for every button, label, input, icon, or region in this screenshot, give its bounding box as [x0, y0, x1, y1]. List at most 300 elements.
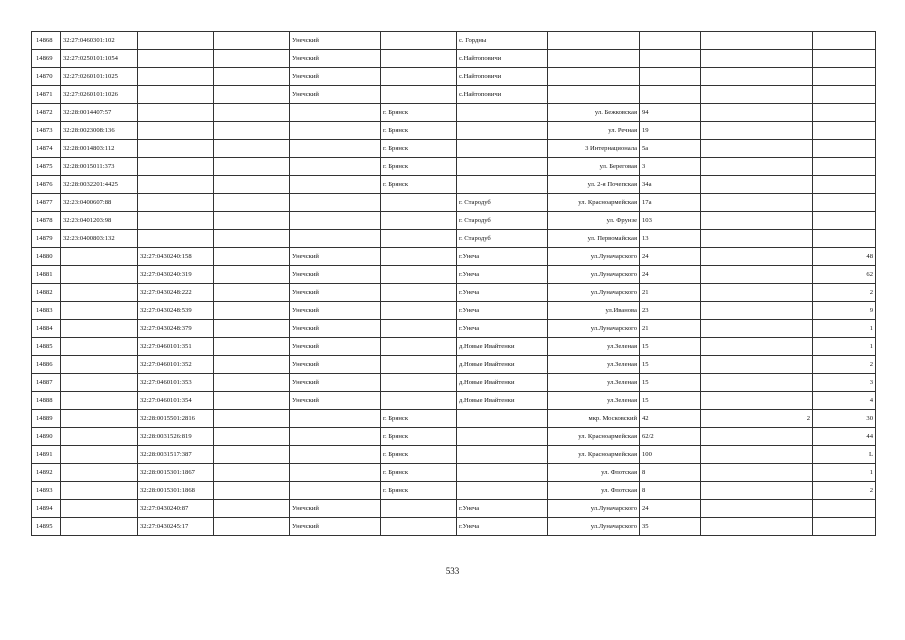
cell-cadastral-number-2: [138, 50, 214, 68]
cell-building: [701, 338, 813, 356]
cell-apartment: 30: [813, 410, 876, 428]
cell-cadastral-number: 32:28:0015011:373: [61, 158, 138, 176]
cell-building: [701, 320, 813, 338]
cell-district: Унечский: [290, 248, 381, 266]
cell-record-number: 14870: [32, 68, 61, 86]
table-row: [32, 86, 876, 104]
table-row: [32, 68, 876, 86]
cell-settlement: [457, 122, 548, 140]
cell-city: [381, 50, 457, 68]
cell-blank-cell: [214, 482, 290, 500]
cell-cadastral-number-2: [138, 194, 214, 212]
cell-cadastral-number: [61, 248, 138, 266]
cell-street: ул. Речная: [548, 122, 640, 140]
cell-cadastral-number: [61, 464, 138, 482]
cell-settlement: [457, 446, 548, 464]
cell-building: [701, 122, 813, 140]
cell-building: [701, 446, 813, 464]
cell-house-number: [640, 32, 701, 50]
cell-city: [381, 518, 457, 536]
cell-building: [701, 32, 813, 50]
cell-record-number: 14895: [32, 518, 61, 536]
cell-building: [701, 50, 813, 68]
cell-cadastral-number: 32:27:0260101:1025: [61, 68, 138, 86]
cell-record-number: 14869: [32, 50, 61, 68]
cell-city: [381, 266, 457, 284]
cell-building: [701, 194, 813, 212]
cell-settlement: д.Новые Ивайтенки: [457, 338, 548, 356]
cell-cadastral-number: [61, 266, 138, 284]
cell-street: ул.Зеленая: [548, 338, 640, 356]
cell-building: [701, 68, 813, 86]
table-row: [32, 428, 876, 446]
cell-apartment: [813, 140, 876, 158]
cell-settlement: [457, 482, 548, 500]
cell-city: [381, 302, 457, 320]
cell-record-number: 14882: [32, 284, 61, 302]
cell-cadastral-number-2: [138, 86, 214, 104]
cell-blank-cell: [214, 230, 290, 248]
cell-apartment: [813, 230, 876, 248]
cell-apartment: [813, 68, 876, 86]
cell-cadastral-number: [61, 284, 138, 302]
cell-street: ул.Луначарского: [548, 266, 640, 284]
cell-district: [290, 176, 381, 194]
cell-blank-cell: [214, 500, 290, 518]
cell-blank-cell: [214, 302, 290, 320]
table-row: [32, 176, 876, 194]
cell-cadastral-number-2: [138, 212, 214, 230]
cell-district: Унечский: [290, 374, 381, 392]
cell-building: [701, 158, 813, 176]
table-row: [32, 446, 876, 464]
cell-street: ул.Иванова: [548, 302, 640, 320]
cell-city: [381, 356, 457, 374]
cell-blank-cell: [214, 194, 290, 212]
cell-house-number: 15: [640, 356, 701, 374]
cell-building: [701, 374, 813, 392]
cell-district: [290, 464, 381, 482]
table-row: [32, 140, 876, 158]
cell-record-number: 14872: [32, 104, 61, 122]
cell-record-number: 14893: [32, 482, 61, 500]
table-row: [32, 230, 876, 248]
cell-apartment: [813, 500, 876, 518]
cell-cadastral-number-2: [138, 158, 214, 176]
cell-record-number: 14877: [32, 194, 61, 212]
table-row: [32, 158, 876, 176]
cell-blank-cell: [214, 86, 290, 104]
cell-apartment: 2: [813, 284, 876, 302]
cell-record-number: 14876: [32, 176, 61, 194]
cell-settlement: д.Новые Ивайтенки: [457, 356, 548, 374]
cell-house-number: 24: [640, 266, 701, 284]
cell-record-number: 14886: [32, 356, 61, 374]
cell-cadastral-number-2: 32:27:0430240:319: [138, 266, 214, 284]
cell-house-number: 5а: [640, 140, 701, 158]
cell-building: [701, 500, 813, 518]
table-row: [32, 338, 876, 356]
cell-cadastral-number: [61, 518, 138, 536]
cell-district: [290, 446, 381, 464]
cell-settlement: с.Найтоповичи: [457, 68, 548, 86]
cell-city: г. Брянск: [381, 482, 457, 500]
cell-city: [381, 284, 457, 302]
cell-district: Унечский: [290, 500, 381, 518]
cell-district: Унечский: [290, 284, 381, 302]
cell-apartment: 1: [813, 338, 876, 356]
cell-settlement: г.Унеча: [457, 248, 548, 266]
cell-blank-cell: [214, 356, 290, 374]
table-row: [32, 500, 876, 518]
cell-settlement: [457, 428, 548, 446]
table-row: [32, 482, 876, 500]
cell-building: [701, 140, 813, 158]
cell-apartment: L: [813, 446, 876, 464]
cell-city: г. Брянск: [381, 140, 457, 158]
cell-city: [381, 392, 457, 410]
cell-cadastral-number-2: [138, 140, 214, 158]
cell-settlement: г.Унеча: [457, 518, 548, 536]
cell-city: [381, 320, 457, 338]
register-table: [31, 31, 876, 536]
cell-house-number: 34а: [640, 176, 701, 194]
cell-record-number: 14883: [32, 302, 61, 320]
cell-blank-cell: [214, 122, 290, 140]
cell-cadastral-number: [61, 500, 138, 518]
cell-district: [290, 158, 381, 176]
cell-district: [290, 482, 381, 500]
cell-cadastral-number-2: 32:27:0430248:222: [138, 284, 214, 302]
cell-building: [701, 482, 813, 500]
cell-city: [381, 248, 457, 266]
cell-record-number: 14888: [32, 392, 61, 410]
cell-district: [290, 428, 381, 446]
table-row: [32, 32, 876, 50]
cell-apartment: [813, 50, 876, 68]
cell-district: Унечский: [290, 302, 381, 320]
cell-street: ул. Береговая: [548, 158, 640, 176]
cell-blank-cell: [214, 140, 290, 158]
cell-cadastral-number-2: 32:27:0460101:351: [138, 338, 214, 356]
cell-house-number: 100: [640, 446, 701, 464]
cell-record-number: 14879: [32, 230, 61, 248]
cell-street: мкр. Московский: [548, 410, 640, 428]
cell-apartment: [813, 122, 876, 140]
cell-blank-cell: [214, 284, 290, 302]
cell-settlement: [457, 176, 548, 194]
cell-building: [701, 518, 813, 536]
cell-apartment: [813, 86, 876, 104]
cell-house-number: 8: [640, 482, 701, 500]
cell-street: ул. Флотская: [548, 464, 640, 482]
cell-street: ул. Красноармейская: [548, 428, 640, 446]
cell-cadastral-number: 32:28:0023008:136: [61, 122, 138, 140]
cell-record-number: 14892: [32, 464, 61, 482]
cell-house-number: 19: [640, 122, 701, 140]
cell-blank-cell: [214, 158, 290, 176]
cell-street: ул. Красноармейская: [548, 194, 640, 212]
cell-district: [290, 194, 381, 212]
cell-building: 2: [701, 410, 813, 428]
cell-blank-cell: [214, 338, 290, 356]
cell-street: ул.Зеленая: [548, 374, 640, 392]
cell-house-number: 24: [640, 248, 701, 266]
cell-cadastral-number-2: 32:27:0460101:353: [138, 374, 214, 392]
cell-record-number: 14873: [32, 122, 61, 140]
cell-cadastral-number: [61, 410, 138, 428]
cell-building: [701, 266, 813, 284]
cell-building: [701, 212, 813, 230]
cell-street: ул. 2-я Почепская: [548, 176, 640, 194]
cell-district: [290, 212, 381, 230]
cell-record-number: 14887: [32, 374, 61, 392]
cell-district: Унечский: [290, 518, 381, 536]
cell-house-number: 13: [640, 230, 701, 248]
cell-settlement: [457, 104, 548, 122]
cell-record-number: 14885: [32, 338, 61, 356]
cell-cadastral-number-2: [138, 68, 214, 86]
cell-house-number: 15: [640, 392, 701, 410]
cell-district: [290, 104, 381, 122]
cell-cadastral-number-2: [138, 230, 214, 248]
cell-house-number: 42: [640, 410, 701, 428]
cell-street: ул.Зеленая: [548, 356, 640, 374]
cell-cadastral-number-2: 32:28:0015301:1868: [138, 482, 214, 500]
cell-settlement: с. Гордны: [457, 32, 548, 50]
cell-street: ул.Луначарского: [548, 500, 640, 518]
cell-building: [701, 104, 813, 122]
cell-apartment: 44: [813, 428, 876, 446]
cell-apartment: [813, 104, 876, 122]
cell-street: ул.Луначарского: [548, 284, 640, 302]
table-row: [32, 122, 876, 140]
cell-district: Унечский: [290, 266, 381, 284]
table-row: [32, 302, 876, 320]
cell-house-number: 62/2: [640, 428, 701, 446]
cell-cadastral-number: 32:27:0250101:1054: [61, 50, 138, 68]
table-row: [32, 356, 876, 374]
cell-apartment: 2: [813, 482, 876, 500]
cell-blank-cell: [214, 410, 290, 428]
cell-city: [381, 86, 457, 104]
cell-cadastral-number: [61, 428, 138, 446]
cell-house-number: 23: [640, 302, 701, 320]
cell-apartment: 1: [813, 320, 876, 338]
cell-cadastral-number: 32:28:0014803:112: [61, 140, 138, 158]
cell-city: г. Брянск: [381, 428, 457, 446]
cell-blank-cell: [214, 320, 290, 338]
cell-district: Унечский: [290, 338, 381, 356]
cell-apartment: 1: [813, 464, 876, 482]
cell-house-number: 3: [640, 158, 701, 176]
cell-house-number: [640, 50, 701, 68]
cell-apartment: [813, 158, 876, 176]
cell-cadastral-number: 32:28:0032201:4425: [61, 176, 138, 194]
cell-building: [701, 284, 813, 302]
cell-settlement: г.Унеча: [457, 320, 548, 338]
cell-cadastral-number: [61, 320, 138, 338]
cell-cadastral-number: [61, 446, 138, 464]
cell-blank-cell: [214, 68, 290, 86]
cell-district: Унечский: [290, 32, 381, 50]
cell-district: [290, 230, 381, 248]
cell-record-number: 14868: [32, 32, 61, 50]
cell-city: [381, 212, 457, 230]
cell-district: Унечский: [290, 392, 381, 410]
cell-district: [290, 410, 381, 428]
cell-street: [548, 86, 640, 104]
cell-blank-cell: [214, 212, 290, 230]
cell-record-number: 14890: [32, 428, 61, 446]
cell-city: г. Брянск: [381, 464, 457, 482]
cell-settlement: [457, 140, 548, 158]
cell-city: г. Брянск: [381, 104, 457, 122]
table-row: [32, 104, 876, 122]
cell-house-number: 21: [640, 284, 701, 302]
cell-cadastral-number-2: 32:27:0430240:87: [138, 500, 214, 518]
table-row: [32, 518, 876, 536]
cell-city: [381, 500, 457, 518]
cell-street: [548, 32, 640, 50]
cell-apartment: [813, 212, 876, 230]
page-number: 533: [445, 566, 460, 576]
cell-cadastral-number-2: 32:27:0430248:539: [138, 302, 214, 320]
cell-street: ул. Бежковская: [548, 104, 640, 122]
cell-street: [548, 50, 640, 68]
cell-building: [701, 86, 813, 104]
cell-cadastral-number-2: 32:27:0460101:352: [138, 356, 214, 374]
cell-cadastral-number-2: 32:28:0015501:2816: [138, 410, 214, 428]
cell-apartment: 48: [813, 248, 876, 266]
cell-record-number: 14874: [32, 140, 61, 158]
cell-district: Унечский: [290, 68, 381, 86]
cell-cadastral-number: [61, 356, 138, 374]
cell-street: ул.Луначарского: [548, 248, 640, 266]
cell-street: ул. Флотская: [548, 482, 640, 500]
cell-blank-cell: [214, 464, 290, 482]
cell-city: [381, 230, 457, 248]
table-row: [32, 266, 876, 284]
cell-house-number: 17а: [640, 194, 701, 212]
cell-house-number: 15: [640, 338, 701, 356]
cell-cadastral-number-2: [138, 122, 214, 140]
cell-settlement: с.Найтоповичи: [457, 50, 548, 68]
cell-record-number: 14884: [32, 320, 61, 338]
cell-city: [381, 194, 457, 212]
cell-apartment: [813, 176, 876, 194]
cell-house-number: 103: [640, 212, 701, 230]
cell-street: ул. Фрунзе: [548, 212, 640, 230]
cell-apartment: [813, 518, 876, 536]
table-row: [32, 374, 876, 392]
cell-blank-cell: [214, 104, 290, 122]
cell-cadastral-number: [61, 302, 138, 320]
cell-house-number: [640, 86, 701, 104]
cell-cadastral-number-2: [138, 104, 214, 122]
cell-blank-cell: [214, 50, 290, 68]
cell-building: [701, 176, 813, 194]
table-row: [32, 392, 876, 410]
cell-building: [701, 464, 813, 482]
cell-city: [381, 374, 457, 392]
cell-street: ул.Луначарского: [548, 320, 640, 338]
cell-city: [381, 338, 457, 356]
cell-house-number: 21: [640, 320, 701, 338]
cell-blank-cell: [214, 176, 290, 194]
cell-house-number: 35: [640, 518, 701, 536]
table-row: [32, 212, 876, 230]
cell-blank-cell: [214, 374, 290, 392]
cell-apartment: 3: [813, 374, 876, 392]
cell-city: г. Брянск: [381, 158, 457, 176]
cell-house-number: 15: [640, 374, 701, 392]
cell-house-number: 24: [640, 500, 701, 518]
table-row: [32, 248, 876, 266]
cell-record-number: 14881: [32, 266, 61, 284]
cell-cadastral-number: 32:27:0260101:1026: [61, 86, 138, 104]
cell-cadastral-number-2: 32:28:0031526:819: [138, 428, 214, 446]
cell-record-number: 14894: [32, 500, 61, 518]
cell-record-number: 14891: [32, 446, 61, 464]
cell-apartment: [813, 194, 876, 212]
cell-blank-cell: [214, 518, 290, 536]
cell-city: [381, 32, 457, 50]
cell-cadastral-number-2: 32:27:0430248:379: [138, 320, 214, 338]
cell-cadastral-number: 32:23:0400803:132: [61, 230, 138, 248]
cell-settlement: [457, 464, 548, 482]
cell-cadastral-number-2: [138, 176, 214, 194]
cell-building: [701, 428, 813, 446]
cell-cadastral-number-2: 32:27:0430240:158: [138, 248, 214, 266]
cell-building: [701, 302, 813, 320]
cell-street: ул. Красноармейская: [548, 446, 640, 464]
cell-district: Унечский: [290, 86, 381, 104]
cell-cadastral-number-2: 32:28:0015301:1867: [138, 464, 214, 482]
cell-settlement: [457, 410, 548, 428]
cell-cadastral-number-2: 32:27:0430245:17: [138, 518, 214, 536]
cell-cadastral-number: [61, 392, 138, 410]
cell-city: г. Брянск: [381, 122, 457, 140]
cell-street: ул. Первомайская: [548, 230, 640, 248]
cell-district: Унечский: [290, 320, 381, 338]
cell-cadastral-number: 32:27:0460301:102: [61, 32, 138, 50]
cell-blank-cell: [214, 392, 290, 410]
cell-street: [548, 68, 640, 86]
cell-house-number: 94: [640, 104, 701, 122]
cell-record-number: 14880: [32, 248, 61, 266]
cell-apartment: 2: [813, 356, 876, 374]
cell-house-number: 8: [640, 464, 701, 482]
cell-building: [701, 356, 813, 374]
cell-cadastral-number: [61, 338, 138, 356]
cell-settlement: г.Унеча: [457, 284, 548, 302]
cell-cadastral-number-2: 32:27:0460101:354: [138, 392, 214, 410]
cell-apartment: 9: [813, 302, 876, 320]
cell-city: г. Брянск: [381, 446, 457, 464]
table-row: [32, 320, 876, 338]
cell-building: [701, 230, 813, 248]
cell-settlement: г. Стародуб: [457, 212, 548, 230]
cell-cadastral-number-2: 32:28:0031517:387: [138, 446, 214, 464]
cell-street: ул.Луначарского: [548, 518, 640, 536]
cell-settlement: [457, 158, 548, 176]
cell-cadastral-number: 32:28:0014407:57: [61, 104, 138, 122]
cell-settlement: г.Унеча: [457, 302, 548, 320]
cell-city: [381, 68, 457, 86]
cell-house-number: [640, 68, 701, 86]
table-row: [32, 464, 876, 482]
